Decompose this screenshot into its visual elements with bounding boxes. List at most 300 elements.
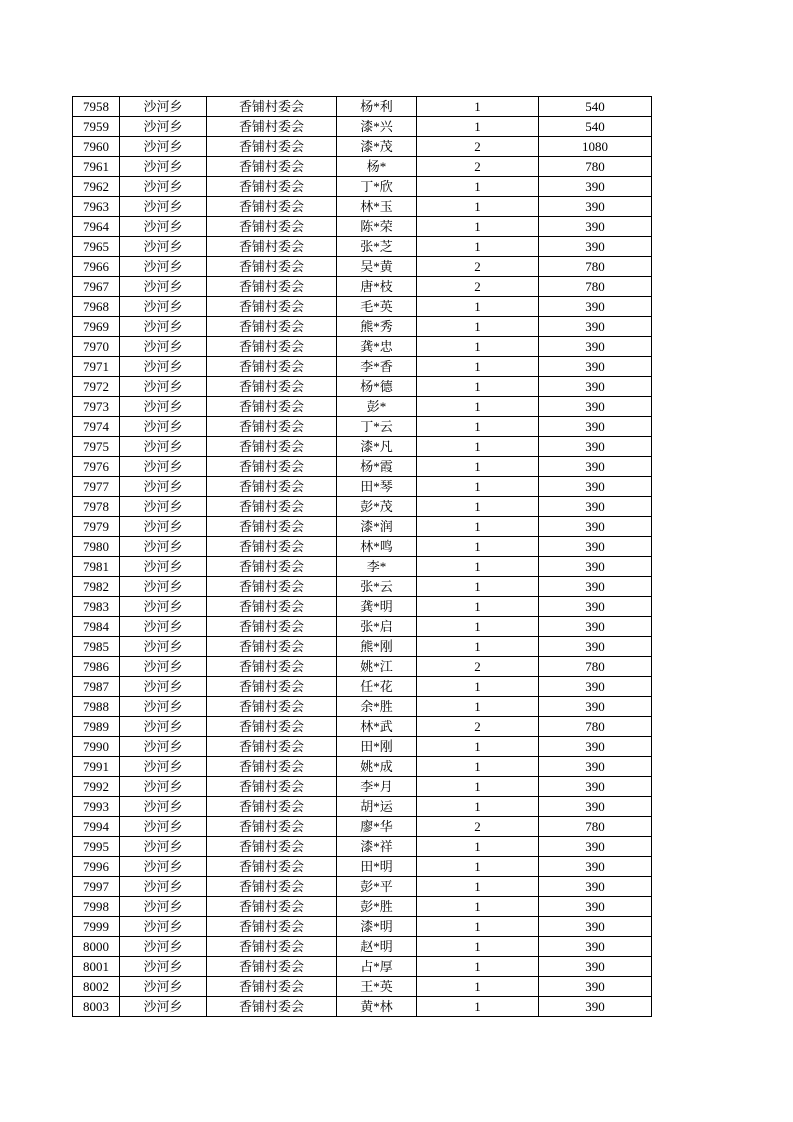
cell-village: 香铺村委会 xyxy=(207,997,337,1017)
cell-id: 8002 xyxy=(73,977,120,997)
table-row xyxy=(73,517,652,537)
cell-id: 7972 xyxy=(73,377,120,397)
cell-village: 香铺村委会 xyxy=(207,477,337,497)
cell-amount: 390 xyxy=(539,297,652,317)
cell-amount: 390 xyxy=(539,957,652,977)
cell-village: 香铺村委会 xyxy=(207,457,337,477)
cell-name: 林*鸣 xyxy=(337,537,417,557)
cell-count: 1 xyxy=(417,337,539,357)
cell-count: 1 xyxy=(417,377,539,397)
cell-amount: 390 xyxy=(539,737,652,757)
cell-amount: 390 xyxy=(539,857,652,877)
cell-village: 香铺村委会 xyxy=(207,637,337,657)
table-row xyxy=(73,897,652,917)
cell-id: 7989 xyxy=(73,717,120,737)
table-row xyxy=(73,137,652,157)
cell-count: 2 xyxy=(417,157,539,177)
table-row xyxy=(73,637,652,657)
cell-count: 1 xyxy=(417,537,539,557)
table-row xyxy=(73,477,652,497)
cell-township: 沙河乡 xyxy=(120,517,207,537)
cell-id: 7993 xyxy=(73,797,120,817)
cell-township: 沙河乡 xyxy=(120,757,207,777)
cell-village: 香铺村委会 xyxy=(207,537,337,557)
cell-count: 1 xyxy=(417,517,539,537)
cell-id: 7990 xyxy=(73,737,120,757)
cell-township: 沙河乡 xyxy=(120,237,207,257)
cell-amount: 780 xyxy=(539,257,652,277)
table-row xyxy=(73,217,652,237)
cell-id: 7977 xyxy=(73,477,120,497)
cell-village: 香铺村委会 xyxy=(207,257,337,277)
cell-name: 田*明 xyxy=(337,857,417,877)
cell-count: 1 xyxy=(417,197,539,217)
cell-village: 香铺村委会 xyxy=(207,577,337,597)
cell-id: 7978 xyxy=(73,497,120,517)
cell-amount: 390 xyxy=(539,437,652,457)
table-row xyxy=(73,577,652,597)
cell-name: 林*武 xyxy=(337,717,417,737)
cell-id: 7983 xyxy=(73,597,120,617)
cell-count: 1 xyxy=(417,617,539,637)
cell-amount: 390 xyxy=(539,557,652,577)
cell-id: 7966 xyxy=(73,257,120,277)
cell-count: 1 xyxy=(417,217,539,237)
table-row xyxy=(73,237,652,257)
cell-amount: 390 xyxy=(539,217,652,237)
cell-count: 2 xyxy=(417,717,539,737)
cell-count: 1 xyxy=(417,957,539,977)
cell-township: 沙河乡 xyxy=(120,577,207,597)
cell-id: 7970 xyxy=(73,337,120,357)
cell-township: 沙河乡 xyxy=(120,697,207,717)
cell-count: 1 xyxy=(417,597,539,617)
cell-count: 1 xyxy=(417,997,539,1017)
table-row xyxy=(73,917,652,937)
cell-township: 沙河乡 xyxy=(120,877,207,897)
cell-id: 7960 xyxy=(73,137,120,157)
cell-village: 香铺村委会 xyxy=(207,317,337,337)
cell-count: 1 xyxy=(417,857,539,877)
cell-village: 香铺村委会 xyxy=(207,597,337,617)
cell-id: 7999 xyxy=(73,917,120,937)
cell-township: 沙河乡 xyxy=(120,597,207,617)
cell-name: 漆*茂 xyxy=(337,137,417,157)
table-row xyxy=(73,937,652,957)
cell-name: 漆*兴 xyxy=(337,117,417,137)
cell-count: 2 xyxy=(417,277,539,297)
cell-amount: 390 xyxy=(539,937,652,957)
cell-village: 香铺村委会 xyxy=(207,337,337,357)
table-row xyxy=(73,957,652,977)
cell-name: 龚*明 xyxy=(337,597,417,617)
table-row xyxy=(73,437,652,457)
cell-township: 沙河乡 xyxy=(120,357,207,377)
table-row xyxy=(73,177,652,197)
table-row xyxy=(73,557,652,577)
cell-id: 7964 xyxy=(73,217,120,237)
table-row xyxy=(73,797,652,817)
cell-township: 沙河乡 xyxy=(120,477,207,497)
cell-amount: 390 xyxy=(539,197,652,217)
table-row xyxy=(73,497,652,517)
cell-amount: 390 xyxy=(539,317,652,337)
table-row xyxy=(73,597,652,617)
cell-name: 漆*凡 xyxy=(337,437,417,457)
cell-name: 任*花 xyxy=(337,677,417,697)
cell-amount: 390 xyxy=(539,977,652,997)
cell-township: 沙河乡 xyxy=(120,177,207,197)
cell-id: 7988 xyxy=(73,697,120,717)
cell-village: 香铺村委会 xyxy=(207,957,337,977)
table-row xyxy=(73,197,652,217)
cell-id: 7963 xyxy=(73,197,120,217)
cell-id: 7997 xyxy=(73,877,120,897)
cell-name: 李*月 xyxy=(337,777,417,797)
table-row xyxy=(73,357,652,377)
cell-village: 香铺村委会 xyxy=(207,157,337,177)
table-row xyxy=(73,257,652,277)
cell-village: 香铺村委会 xyxy=(207,897,337,917)
cell-amount: 390 xyxy=(539,417,652,437)
cell-count: 2 xyxy=(417,137,539,157)
cell-amount: 390 xyxy=(539,797,652,817)
cell-name: 赵*明 xyxy=(337,937,417,957)
cell-id: 7975 xyxy=(73,437,120,457)
cell-village: 香铺村委会 xyxy=(207,617,337,637)
cell-township: 沙河乡 xyxy=(120,797,207,817)
cell-name: 占*厚 xyxy=(337,957,417,977)
cell-amount: 390 xyxy=(539,477,652,497)
cell-name: 杨*霞 xyxy=(337,457,417,477)
cell-count: 1 xyxy=(417,877,539,897)
cell-count: 1 xyxy=(417,897,539,917)
table-row xyxy=(73,877,652,897)
cell-village: 香铺村委会 xyxy=(207,117,337,137)
cell-id: 7958 xyxy=(73,97,120,117)
cell-id: 7962 xyxy=(73,177,120,197)
cell-township: 沙河乡 xyxy=(120,257,207,277)
cell-village: 香铺村委会 xyxy=(207,677,337,697)
table-row xyxy=(73,717,652,737)
cell-township: 沙河乡 xyxy=(120,677,207,697)
table-row xyxy=(73,317,652,337)
cell-township: 沙河乡 xyxy=(120,157,207,177)
cell-amount: 390 xyxy=(539,397,652,417)
cell-village: 香铺村委会 xyxy=(207,197,337,217)
cell-village: 香铺村委会 xyxy=(207,717,337,737)
cell-count: 1 xyxy=(417,737,539,757)
cell-id: 7994 xyxy=(73,817,120,837)
cell-count: 1 xyxy=(417,917,539,937)
table-row xyxy=(73,737,652,757)
cell-township: 沙河乡 xyxy=(120,437,207,457)
cell-village: 香铺村委会 xyxy=(207,137,337,157)
cell-village: 香铺村委会 xyxy=(207,297,337,317)
cell-count: 1 xyxy=(417,477,539,497)
cell-count: 1 xyxy=(417,97,539,117)
cell-amount: 780 xyxy=(539,157,652,177)
cell-township: 沙河乡 xyxy=(120,317,207,337)
cell-village: 香铺村委会 xyxy=(207,937,337,957)
cell-township: 沙河乡 xyxy=(120,917,207,937)
cell-name: 田*刚 xyxy=(337,737,417,757)
cell-township: 沙河乡 xyxy=(120,197,207,217)
cell-count: 2 xyxy=(417,657,539,677)
cell-amount: 390 xyxy=(539,757,652,777)
cell-id: 7992 xyxy=(73,777,120,797)
cell-township: 沙河乡 xyxy=(120,377,207,397)
cell-township: 沙河乡 xyxy=(120,457,207,477)
cell-id: 7971 xyxy=(73,357,120,377)
cell-count: 2 xyxy=(417,257,539,277)
cell-count: 1 xyxy=(417,297,539,317)
cell-amount: 780 xyxy=(539,717,652,737)
cell-township: 沙河乡 xyxy=(120,397,207,417)
cell-id: 7979 xyxy=(73,517,120,537)
cell-amount: 390 xyxy=(539,897,652,917)
cell-count: 1 xyxy=(417,837,539,857)
table-row xyxy=(73,417,652,437)
cell-count: 1 xyxy=(417,797,539,817)
cell-count: 2 xyxy=(417,817,539,837)
cell-amount: 390 xyxy=(539,237,652,257)
cell-township: 沙河乡 xyxy=(120,837,207,857)
table-row xyxy=(73,837,652,857)
cell-amount: 390 xyxy=(539,577,652,597)
cell-township: 沙河乡 xyxy=(120,537,207,557)
cell-id: 7984 xyxy=(73,617,120,637)
cell-id: 7969 xyxy=(73,317,120,337)
cell-name: 姚*江 xyxy=(337,657,417,677)
table-row xyxy=(73,537,652,557)
cell-name: 熊*秀 xyxy=(337,317,417,337)
cell-amount: 390 xyxy=(539,637,652,657)
cell-name: 杨*德 xyxy=(337,377,417,397)
cell-village: 香铺村委会 xyxy=(207,437,337,457)
cell-count: 1 xyxy=(417,117,539,137)
cell-count: 1 xyxy=(417,637,539,657)
cell-township: 沙河乡 xyxy=(120,777,207,797)
cell-name: 李* xyxy=(337,557,417,577)
cell-id: 7976 xyxy=(73,457,120,477)
table-row xyxy=(73,337,652,357)
cell-count: 1 xyxy=(417,677,539,697)
cell-amount: 390 xyxy=(539,177,652,197)
cell-amount: 780 xyxy=(539,657,652,677)
cell-name: 陈*荣 xyxy=(337,217,417,237)
cell-name: 李*香 xyxy=(337,357,417,377)
cell-count: 1 xyxy=(417,977,539,997)
table-row xyxy=(73,377,652,397)
cell-count: 1 xyxy=(417,237,539,257)
cell-name: 漆*明 xyxy=(337,917,417,937)
table-row xyxy=(73,457,652,477)
cell-village: 香铺村委会 xyxy=(207,977,337,997)
cell-township: 沙河乡 xyxy=(120,137,207,157)
cell-village: 香铺村委会 xyxy=(207,517,337,537)
cell-id: 7995 xyxy=(73,837,120,857)
cell-amount: 390 xyxy=(539,697,652,717)
cell-id: 7959 xyxy=(73,117,120,137)
table-row xyxy=(73,857,652,877)
cell-name: 姚*成 xyxy=(337,757,417,777)
cell-township: 沙河乡 xyxy=(120,97,207,117)
cell-count: 1 xyxy=(417,177,539,197)
cell-name: 吴*黄 xyxy=(337,257,417,277)
cell-village: 香铺村委会 xyxy=(207,177,337,197)
cell-township: 沙河乡 xyxy=(120,737,207,757)
cell-amount: 390 xyxy=(539,617,652,637)
cell-township: 沙河乡 xyxy=(120,497,207,517)
cell-village: 香铺村委会 xyxy=(207,697,337,717)
cell-count: 1 xyxy=(417,777,539,797)
cell-name: 廖*华 xyxy=(337,817,417,837)
cell-id: 8003 xyxy=(73,997,120,1017)
cell-village: 香铺村委会 xyxy=(207,817,337,837)
cell-count: 1 xyxy=(417,397,539,417)
cell-name: 胡*运 xyxy=(337,797,417,817)
cell-name: 丁*云 xyxy=(337,417,417,437)
cell-township: 沙河乡 xyxy=(120,617,207,637)
cell-name: 余*胜 xyxy=(337,697,417,717)
cell-id: 7996 xyxy=(73,857,120,877)
cell-township: 沙河乡 xyxy=(120,417,207,437)
table-row xyxy=(73,997,652,1017)
cell-amount: 540 xyxy=(539,117,652,137)
cell-amount: 390 xyxy=(539,677,652,697)
cell-id: 7986 xyxy=(73,657,120,677)
table-row xyxy=(73,757,652,777)
cell-village: 香铺村委会 xyxy=(207,377,337,397)
cell-id: 7985 xyxy=(73,637,120,657)
cell-village: 香铺村委会 xyxy=(207,357,337,377)
cell-amount: 540 xyxy=(539,97,652,117)
cell-village: 香铺村委会 xyxy=(207,97,337,117)
cell-name: 田*琴 xyxy=(337,477,417,497)
table-row xyxy=(73,817,652,837)
cell-township: 沙河乡 xyxy=(120,217,207,237)
cell-id: 7980 xyxy=(73,537,120,557)
cell-village: 香铺村委会 xyxy=(207,777,337,797)
cell-id: 7981 xyxy=(73,557,120,577)
cell-village: 香铺村委会 xyxy=(207,917,337,937)
cell-township: 沙河乡 xyxy=(120,897,207,917)
cell-name: 丁*欣 xyxy=(337,177,417,197)
cell-id: 7965 xyxy=(73,237,120,257)
cell-id: 7961 xyxy=(73,157,120,177)
cell-village: 香铺村委会 xyxy=(207,857,337,877)
table-row xyxy=(73,977,652,997)
cell-village: 香铺村委会 xyxy=(207,417,337,437)
table-row xyxy=(73,777,652,797)
table-row xyxy=(73,657,652,677)
cell-id: 7991 xyxy=(73,757,120,777)
cell-amount: 390 xyxy=(539,597,652,617)
cell-amount: 390 xyxy=(539,457,652,477)
cell-name: 张*芝 xyxy=(337,237,417,257)
cell-count: 1 xyxy=(417,577,539,597)
cell-township: 沙河乡 xyxy=(120,957,207,977)
cell-township: 沙河乡 xyxy=(120,297,207,317)
table-row xyxy=(73,297,652,317)
cell-township: 沙河乡 xyxy=(120,557,207,577)
cell-village: 香铺村委会 xyxy=(207,757,337,777)
cell-id: 7967 xyxy=(73,277,120,297)
cell-name: 毛*英 xyxy=(337,297,417,317)
table-row xyxy=(73,277,652,297)
cell-name: 唐*枝 xyxy=(337,277,417,297)
cell-amount: 780 xyxy=(539,277,652,297)
cell-amount: 390 xyxy=(539,837,652,857)
cell-amount: 390 xyxy=(539,537,652,557)
cell-amount: 390 xyxy=(539,997,652,1017)
cell-amount: 390 xyxy=(539,877,652,897)
cell-township: 沙河乡 xyxy=(120,997,207,1017)
cell-village: 香铺村委会 xyxy=(207,837,337,857)
cell-village: 香铺村委会 xyxy=(207,877,337,897)
cell-amount: 390 xyxy=(539,357,652,377)
cell-township: 沙河乡 xyxy=(120,937,207,957)
cell-township: 沙河乡 xyxy=(120,637,207,657)
cell-village: 香铺村委会 xyxy=(207,237,337,257)
cell-id: 7982 xyxy=(73,577,120,597)
cell-name: 王*英 xyxy=(337,977,417,997)
table-row xyxy=(73,117,652,137)
cell-township: 沙河乡 xyxy=(120,277,207,297)
cell-count: 1 xyxy=(417,437,539,457)
cell-count: 1 xyxy=(417,937,539,957)
cell-count: 1 xyxy=(417,697,539,717)
cell-village: 香铺村委会 xyxy=(207,737,337,757)
table-row xyxy=(73,397,652,417)
cell-amount: 390 xyxy=(539,777,652,797)
table-row xyxy=(73,677,652,697)
cell-id: 7968 xyxy=(73,297,120,317)
cell-id: 7998 xyxy=(73,897,120,917)
cell-amount: 390 xyxy=(539,517,652,537)
cell-amount: 780 xyxy=(539,817,652,837)
cell-name: 杨*利 xyxy=(337,97,417,117)
cell-amount: 390 xyxy=(539,917,652,937)
cell-township: 沙河乡 xyxy=(120,817,207,837)
cell-name: 漆*祥 xyxy=(337,837,417,857)
cell-name: 漆*润 xyxy=(337,517,417,537)
cell-count: 1 xyxy=(417,757,539,777)
table-row xyxy=(73,157,652,177)
cell-id: 7974 xyxy=(73,417,120,437)
cell-name: 张*启 xyxy=(337,617,417,637)
cell-count: 1 xyxy=(417,497,539,517)
cell-township: 沙河乡 xyxy=(120,717,207,737)
cell-village: 香铺村委会 xyxy=(207,217,337,237)
cell-id: 8000 xyxy=(73,937,120,957)
cell-township: 沙河乡 xyxy=(120,857,207,877)
cell-name: 杨* xyxy=(337,157,417,177)
cell-count: 1 xyxy=(417,317,539,337)
cell-village: 香铺村委会 xyxy=(207,277,337,297)
table-row xyxy=(73,697,652,717)
cell-township: 沙河乡 xyxy=(120,977,207,997)
cell-name: 彭*平 xyxy=(337,877,417,897)
cell-count: 1 xyxy=(417,417,539,437)
cell-name: 彭* xyxy=(337,397,417,417)
roster-table xyxy=(72,96,652,1017)
cell-id: 7973 xyxy=(73,397,120,417)
cell-name: 龚*忠 xyxy=(337,337,417,357)
cell-amount: 1080 xyxy=(539,137,652,157)
cell-village: 香铺村委会 xyxy=(207,797,337,817)
